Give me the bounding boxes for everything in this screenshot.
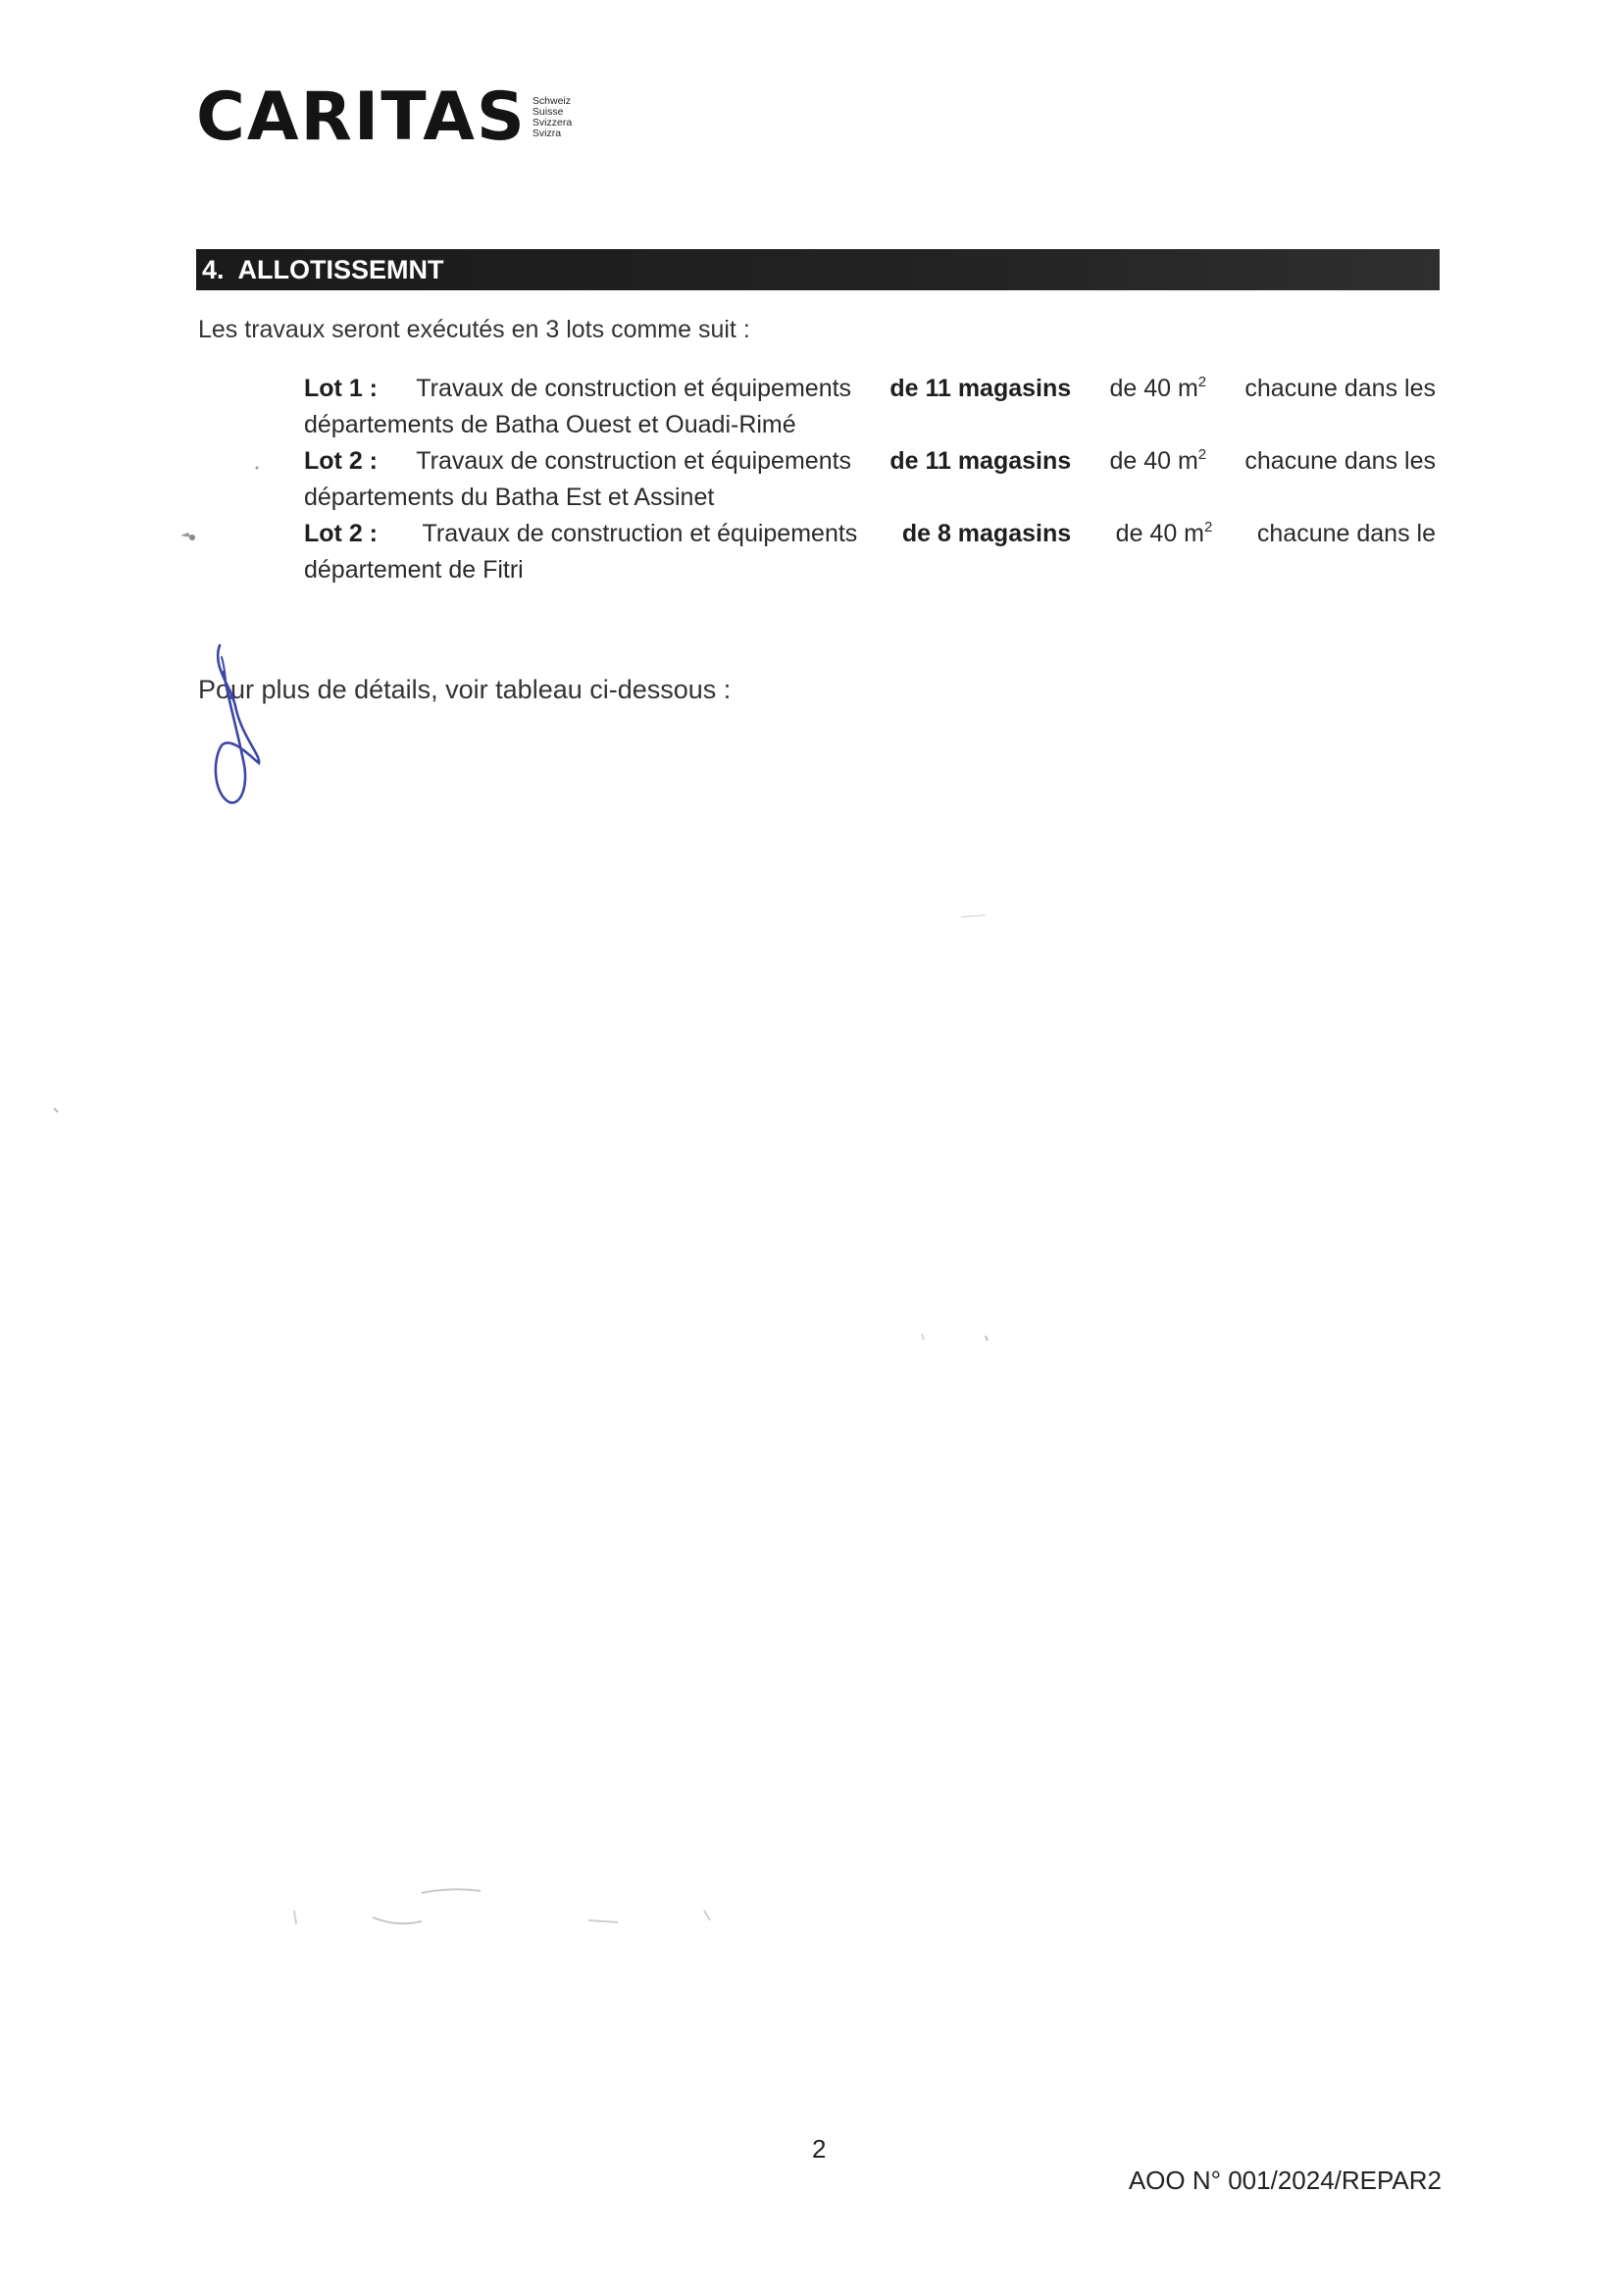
lot-continuation: départements du Batha Est et Assinet [304,484,715,511]
lot-tail: chacune dans le [1256,520,1436,547]
lot-tail: chacune dans les [1244,447,1436,475]
lot-area: de 40 $m^2$ [1109,374,1207,402]
unit-exponent: 2 [1197,446,1207,463]
lot-tail: chacune dans les [1244,375,1436,402]
lot-continuation: départements de Batha Ouest et Ouadi-Rimé [304,411,796,438]
lot-emphasis: de 11 magasins [889,447,1072,475]
unit-exponent: 2 [1197,374,1207,390]
document-reference: AOO N° 001/2024/REPAR2 [1128,2166,1442,2195]
lot-emphasis: de 11 magasins [889,375,1072,402]
lot-text: Travaux de construction et équipements [422,520,858,547]
lot-continuation: département de Fitri [304,556,524,584]
lot-text: Travaux de construction et équipements [416,375,852,402]
unit-exponent: 2 [1204,519,1213,535]
lot-area: de 40 $m^2$ [1115,519,1213,547]
logo-language: Schweiz [532,95,572,107]
lot-label: Lot 2 : [304,447,378,475]
logo-language: Suisse [532,106,564,118]
lot-area: de 40 $m^2$ [1109,446,1207,475]
section-title: 4. ALLOTISSEMNT [202,254,444,284]
logo-language: Svizra [532,127,562,139]
intro-text: Les travaux seront exécutés en 3 lots comme suit : [198,316,750,343]
lot-emphasis: de 8 magasins [901,520,1072,547]
lot-label: Lot 2 : [304,520,378,547]
lot-text: Travaux de construction et équipements [416,447,852,475]
details-text: Pour plus de détails, voir tableau ci-dessous : [198,675,732,704]
logo-language: Svizzera [532,117,573,128]
logo-wordmark: CARITAS [196,78,527,156]
page-number: 2 [812,2134,827,2164]
lot-label: Lot 1 : [304,375,378,402]
